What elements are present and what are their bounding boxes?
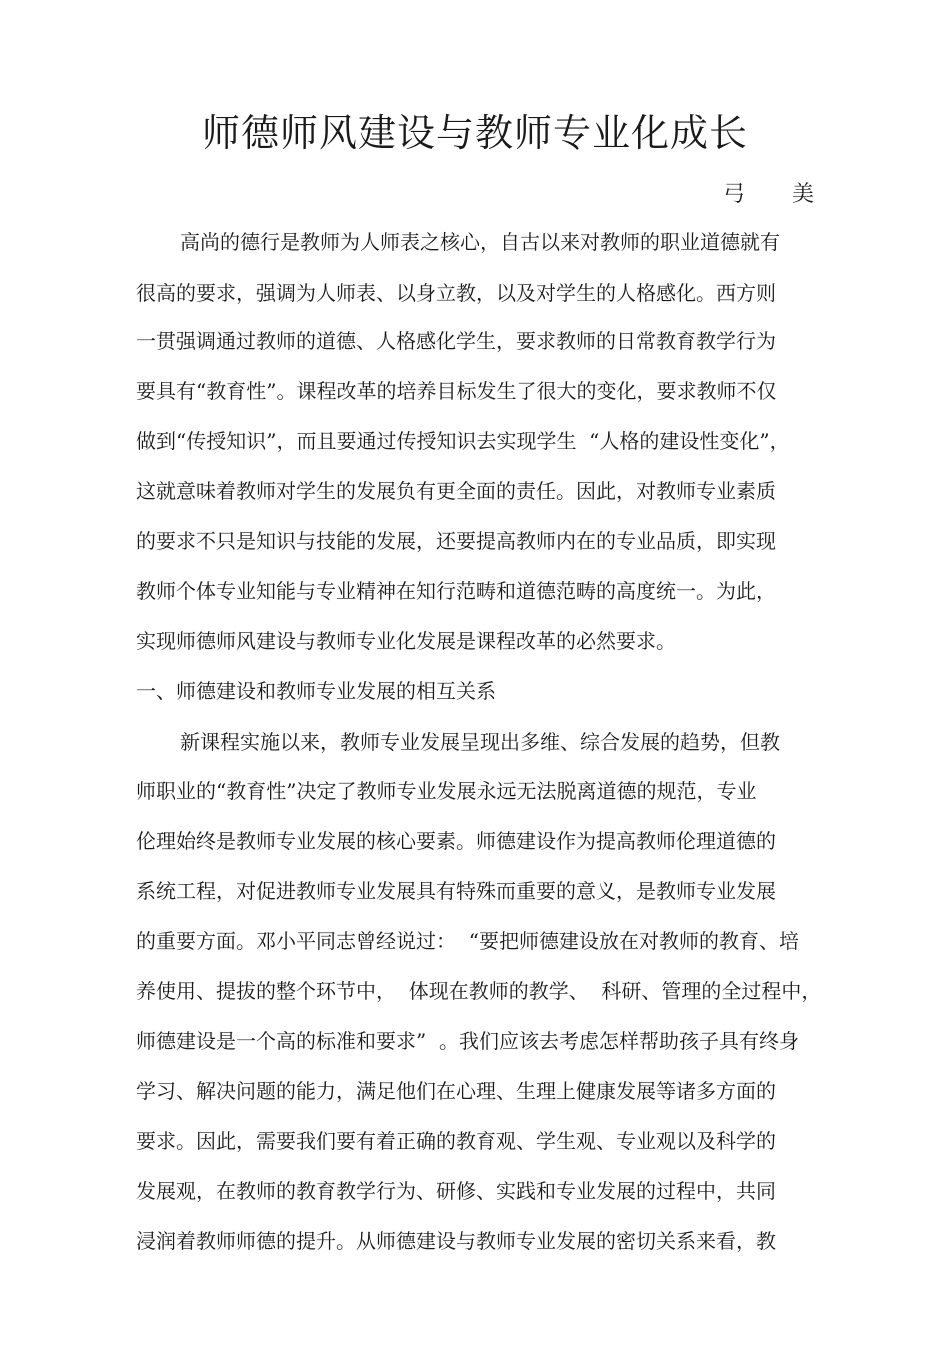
paragraph-line: 新课程实施以来，教师专业发展呈现出多维、综合发展的趋势，但教 bbox=[180, 730, 780, 754]
paragraph-line: 实现师德师风建设与教师专业化发展是课程改革的必然要求。 bbox=[136, 629, 676, 653]
paragraph-line: 教师个体专业知能与专业精神在知行范畴和道德范畴的高度统一。为此， bbox=[136, 579, 776, 603]
paragraph-line: 师职业的“教育性”决定了教师专业发展永远无法脱离道德的规范，专业 bbox=[136, 779, 757, 803]
section-heading: 一、师德建设和教师专业发展的相互关系 bbox=[136, 679, 496, 703]
paragraph-line: 一贯强调通过教师的道德、人格感化学生，要求教师的日常教育教学行为 bbox=[136, 329, 776, 353]
paragraph-line: 学习、解决问题的能力，满足他们在心理、生理上健康发展等诸多方面的 bbox=[136, 1079, 776, 1103]
paragraph-line: 做到“传授知识”，而且要通过传授知识去实现学生 “人格的建设性变化”， bbox=[136, 429, 790, 453]
paragraph-line: 要具有“教育性”。课程改革的培养目标发生了很大的变化，要求教师不仅 bbox=[136, 379, 777, 403]
paragraph-line: 的要求不只是知识与技能的发展，还要提高教师内在的专业品质，即实现 bbox=[136, 529, 776, 553]
paragraph-line: 的重要方面。邓小平同志曾经说过： “要把师德建设放在对教师的教育、培 bbox=[136, 929, 799, 953]
paragraph-line: 高尚的德行是教师为人师表之核心，自古以来对教师的职业道德就有 bbox=[180, 230, 780, 254]
paragraph-line: 养使用、提拔的整个环节中， 体现在教师的教学、 科研、管理的全过程中， bbox=[136, 979, 822, 1003]
paragraph-line: 这就意味着教师对学生的发展负有更全面的责任。因此，对教师专业素质 bbox=[136, 479, 776, 503]
paragraph-line: 发展观，在教师的教育教学行为、研修、实践和专业发展的过程中，共同 bbox=[136, 1179, 776, 1203]
document-title: 师德师风建设与教师专业化成长 bbox=[201, 111, 748, 155]
author-name: 弓 美 bbox=[723, 182, 834, 207]
paragraph-line: 很高的要求，强调为人师表、以身立教，以及对学生的人格感化。西方则 bbox=[136, 281, 776, 305]
paragraph-line: 伦理始终是教师专业发展的核心要素。师德建设作为提高教师伦理道德的 bbox=[136, 829, 776, 853]
paragraph-line: 师德建设是一个高的标准和要求” 。我们应该去考虑怎样帮助孩子具有终身 bbox=[136, 1029, 799, 1053]
paragraph-line: 系统工程，对促进教师专业发展具有特殊而重要的意义，是教师专业发展 bbox=[136, 879, 776, 903]
paragraph-line: 要求。因此，需要我们要有着正确的教育观、学生观、专业观以及科学的 bbox=[136, 1129, 776, 1153]
paragraph-line: 浸润着教师师德的提升。从师德建设与教师专业发展的密切关系来看，教 bbox=[136, 1229, 776, 1253]
